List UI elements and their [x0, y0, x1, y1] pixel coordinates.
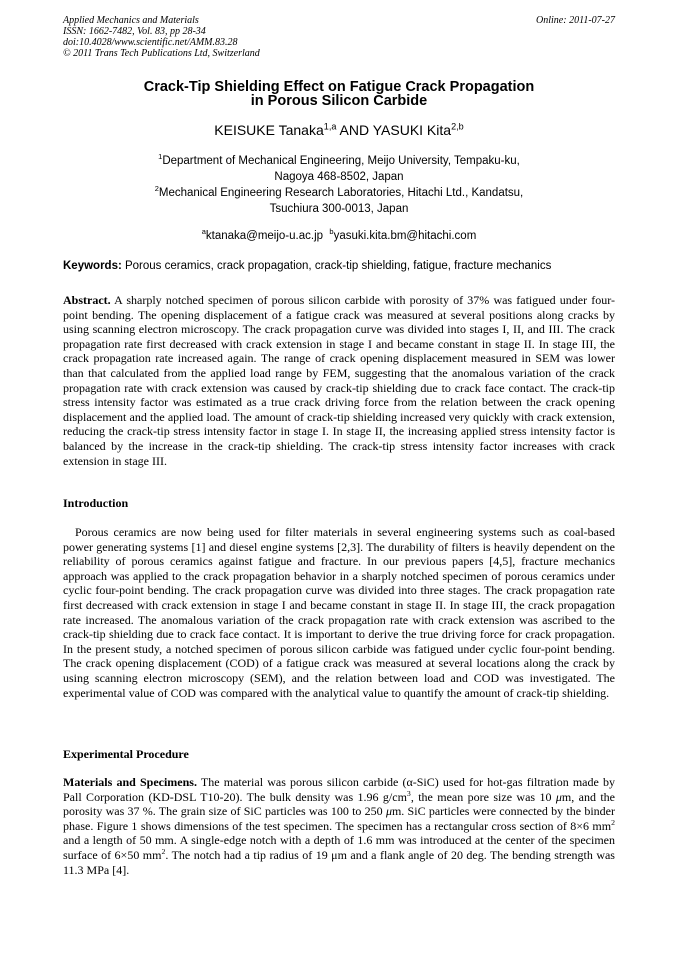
affiliation-2-line-2: Tsuchiura 300-0013, Japan	[269, 203, 409, 215]
author-1: KEISUKE Tanaka	[214, 122, 324, 138]
materials-sup-3: 2	[161, 846, 166, 856]
affiliation-2-line-1	[63, 185, 615, 201]
author-1-sup: 1,a	[323, 121, 337, 132]
mu-symbol-2: μ	[385, 804, 392, 819]
journal-name: Applied Mechanics and Materials	[63, 15, 199, 26]
author-and: AND	[336, 122, 373, 138]
introduction-text: Porous ceramics are now being used for filter materials in several engineering systems such as coal-based power generating systems [1] and diesel engine systems [2,3]. The durability of filters is heavily dependent on the reliability of porous ceramics against fatigue and fracture. In our previous papers [4,5], fracture mechanics approach was applied to the crack propagation behavior in a sharply notched specimen of porous ceramics under cyclic four-point bending. The crack propagation curve was divided into three stages. The crack propagation rate first decreased with crack extension in stage I and became constant in stage II. In stage III, the crack propagation rate increased. The anomalous variation of the crack propagation rate with crack extension was ascribed to the crack-tip shielding due to crack face contact. It is important to derive the true driving force for crack propagation. In the present study, a notched specimen of porous silicon carbide was fatigued under cyclic four-point bending. The crack opening displacement (COD) of a fatigue crack was measured at several locations along the crack by using scanning electron microscopy (SEM), and the relation between load and COD was investigated. The experimental value of COD was compared with the analytical value to quantify the amount of crack-tip shielding.	[63, 525, 615, 700]
author-2-sup: 2,b	[451, 121, 464, 132]
email-a-link[interactable]: ktanaka@meijo-u.ac.jp	[205, 230, 324, 242]
paper-title	[63, 80, 615, 108]
affiliation-1-line-2: Nagoya 468-8502, Japan	[274, 171, 404, 183]
keywords	[63, 258, 615, 274]
keywords-text: Porous ceramics, crack propagation, crack-tip shielding, fatigue, fracture mechanics	[121, 260, 552, 272]
materials-text-6: . The notch had a tip radius of 19 μm and a flank angle of 20 deg. The bending strength was 11.3 MPa [4].	[63, 847, 615, 877]
materials-text-3: m, and the porosity was 37 %. The grain size of SiC particles was 100 to 250	[63, 789, 615, 819]
email-a-sup: a	[201, 227, 206, 237]
email-b-sup: b	[329, 227, 334, 237]
materials-paragraph	[63, 775, 615, 877]
abstract-text: A sharply notched specimen of porous silicon carbide with porosity of 37% was fatigued under four-point bending. The opening displacement of a fatigue crack was measured at several positions along cracks by using scanning electron microscopy. The crack propagation curve was divided into stages I, II, and III. The crack propagation rate first decreased with crack extension in stage I and became constant in stage II. In stage III, the crack propagation rate increased again. The range of crack opening displacement measured in SEM was lower than that calculated from the applied load range by FEM, suggesting that the anomalous variation of the crack propagation rate with crack extension was caused by crack-tip shielding due to crack face contact. The crack-tip stress intensity factor was estimated as a true crack driving force from the relation between the crack opening displacement and the applied load. The amount of crack-tip shielding increased very quickly with crack extension, reducing the crack-tip stress intensity factor in stage I. In stage II, the increasing applied stress intensity factor is balanced by the increase in the crack-tip shielding. The crack-tip stress intensity factor increases with crack extension in stage III.	[63, 293, 615, 468]
abstract	[63, 293, 615, 468]
introduction-heading: Introduction	[63, 496, 129, 510]
mu-symbol-1: μ	[555, 789, 562, 804]
materials-text-5: and a length of 50 mm. A single-edge notch with a depth of 1.6 mm was introduced at the center of the specimen surface of 6×50 mm	[63, 833, 615, 862]
affiliation-1-text: Department of Mechanical Engineering, Meijo University, Tempaku-ku,	[162, 155, 520, 167]
online-date: Online: 2011-07-27	[536, 15, 615, 26]
author-2: YASUKI Kita	[372, 122, 452, 138]
title-line-2: in Porous Silicon Carbide	[250, 93, 428, 109]
affiliations	[63, 153, 615, 217]
abstract-label: Abstract.	[63, 293, 111, 307]
issn-line: ISSN: 1662-7482, Vol. 83, pp 28-34	[63, 26, 206, 37]
affiliation-2-sup: 2	[154, 184, 159, 194]
doi-line: doi:10.4028/www.scientific.net/AMM.83.28	[63, 37, 238, 48]
materials-sup-1: 3	[406, 788, 411, 798]
materials-text-1: The material was porous silicon carbide (α-SiC) used for hot-gas filtration made by Pall Corporation (KD-DSL T10-20). The bulk density was 1.96 g/cm	[63, 775, 615, 804]
affiliation-2-text: Mechanical Engineering Research Laboratories, Hitachi Ltd., Kandatsu,	[158, 187, 524, 199]
email-line	[63, 228, 615, 244]
materials-text-2: , the mean pore size was 10	[410, 789, 556, 804]
materials-lead: Materials and Specimens.	[63, 775, 197, 789]
materials-sup-2: 2	[611, 817, 615, 827]
materials-text-4: m. SiC particles were connected by the binder phase. Figure 1 shows dimensions of the test specimen. The specimen has a rectangular cross section of 8×6 mm	[63, 804, 615, 833]
experimental-heading: Experimental Procedure	[63, 747, 189, 761]
journal-header	[63, 15, 260, 59]
email-b-link[interactable]: yasuki.kita.bm@hitachi.com	[333, 230, 477, 242]
copyright-line: © 2011 Trans Tech Publications Ltd, Switzerland	[63, 48, 260, 59]
keywords-label: Keywords:	[63, 260, 122, 272]
affiliation-1-line-1	[63, 153, 615, 169]
affiliation-1-sup: 1	[158, 152, 163, 162]
title-line-1: Crack-Tip Shielding Effect on Fatigue Crack Propagation	[143, 79, 535, 95]
author-list	[63, 121, 615, 139]
